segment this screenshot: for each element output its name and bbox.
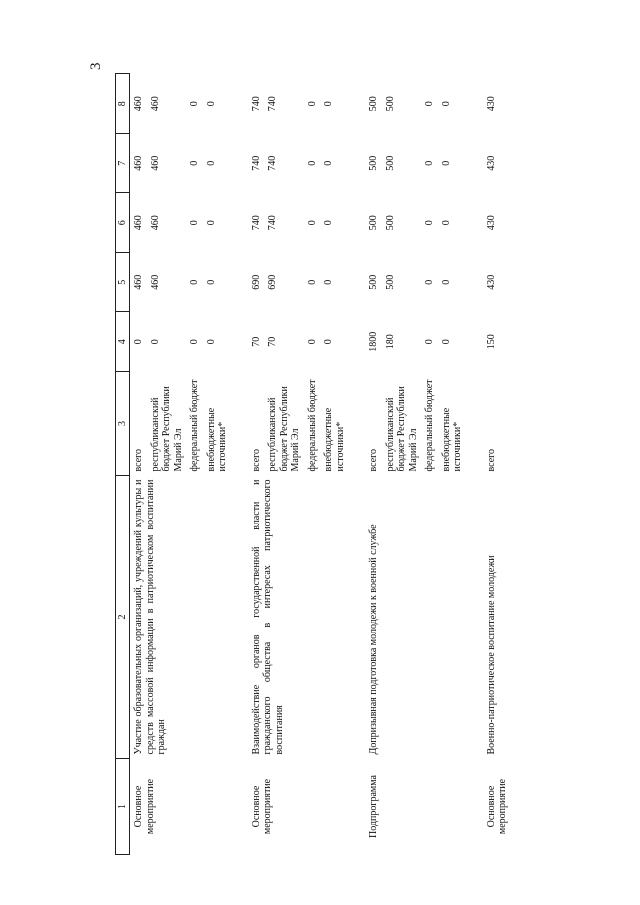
value-cell: 460 xyxy=(133,274,144,290)
value-cell: 0 xyxy=(424,339,435,345)
value-cell: 0 xyxy=(424,101,435,107)
table-row xyxy=(365,74,382,855)
value-cell: 690 xyxy=(250,274,262,290)
rotated-page-content xyxy=(115,75,600,855)
value-cell: 500 xyxy=(384,155,396,171)
row-spacer xyxy=(348,74,365,855)
header-cell: 5 xyxy=(116,253,130,313)
row-type: Основное мероприятие xyxy=(133,778,156,835)
source-label: федеральный бюджет xyxy=(306,379,318,472)
header-cell: 2 xyxy=(116,476,130,759)
value-cell: 460 xyxy=(133,155,144,171)
value-cell: 0 xyxy=(306,160,318,166)
value-cell: 0 xyxy=(189,339,200,345)
value-cell: 690 xyxy=(267,274,278,290)
source-label: всего xyxy=(368,448,379,472)
source-label: внебюджетные источники* xyxy=(205,407,228,472)
value-cell: 0 xyxy=(205,279,217,285)
value-cell: 0 xyxy=(189,220,200,226)
source-label: республиканский бюджет Республики Марий Эл xyxy=(267,386,301,472)
value-cell: 0 xyxy=(205,160,217,166)
value-cell: 0 xyxy=(189,101,200,107)
row-name: Военно-патриотическое воспитание молодежи xyxy=(485,555,497,755)
row-name: Допризывная подготовка молодежи к военной службе xyxy=(368,524,379,755)
value-cell: 460 xyxy=(149,215,161,231)
value-cell: 0 xyxy=(424,220,435,226)
value-cell: 0 xyxy=(133,339,144,345)
value-cell: 0 xyxy=(205,220,217,226)
source-label: федеральный бюджет xyxy=(189,379,200,472)
value-cell: 500 xyxy=(384,96,396,112)
value-cell: 460 xyxy=(133,215,144,231)
row-type: Подпрограмма xyxy=(368,775,379,838)
value-cell: 70 xyxy=(250,336,262,347)
table-row xyxy=(483,74,511,855)
value-cell: 500 xyxy=(384,215,396,231)
header-cell: 8 xyxy=(116,74,130,134)
header-cell: 6 xyxy=(116,193,130,253)
table-header-row xyxy=(116,74,130,855)
value-cell: 430 xyxy=(485,155,497,171)
value-cell: 460 xyxy=(133,96,144,112)
value-cell: 430 xyxy=(485,274,497,290)
value-cell: 0 xyxy=(323,220,334,226)
row-spacer xyxy=(466,74,483,855)
row-type: Основное мероприятие xyxy=(485,778,508,835)
value-cell: 1800 xyxy=(368,331,379,352)
value-cell: 150 xyxy=(485,334,497,350)
value-cell: 500 xyxy=(368,215,379,231)
value-cell: 740 xyxy=(267,96,278,112)
header-cell: 1 xyxy=(116,759,130,855)
value-cell: 0 xyxy=(323,160,334,166)
source-label: федеральный бюджет xyxy=(424,379,435,472)
value-cell: 0 xyxy=(306,220,318,226)
source-label: республиканский бюджет Республики Марий Эл xyxy=(384,386,419,472)
source-label: всего xyxy=(133,448,144,472)
value-cell: 180 xyxy=(384,334,396,350)
header-cell: 3 xyxy=(116,372,130,476)
table-header xyxy=(116,74,130,855)
value-cell: 0 xyxy=(440,160,452,166)
value-cell: 0 xyxy=(323,339,334,345)
value-cell: 0 xyxy=(323,279,334,285)
value-cell: 500 xyxy=(368,155,379,171)
value-cell: 460 xyxy=(149,96,161,112)
value-cell: 70 xyxy=(267,336,278,347)
value-cell: 460 xyxy=(149,274,161,290)
row-name: Взаимодействие органов государственной власти и гражданского общества в интересах патриотического воспитания xyxy=(250,479,285,755)
value-cell: 430 xyxy=(485,96,497,112)
value-cell: 0 xyxy=(424,160,435,166)
table-row xyxy=(248,74,265,855)
page-number: 3 xyxy=(88,62,104,70)
value-cell: 0 xyxy=(149,339,161,345)
value-cell: 740 xyxy=(250,96,262,112)
value-cell: 0 xyxy=(323,101,334,107)
value-cell: 0 xyxy=(306,101,318,107)
table-row xyxy=(130,74,147,855)
value-cell: 0 xyxy=(440,339,452,345)
value-cell: 0 xyxy=(189,279,200,285)
header-cell: 4 xyxy=(116,312,130,372)
value-cell: 740 xyxy=(267,155,278,171)
value-cell: 740 xyxy=(250,215,262,231)
value-cell: 0 xyxy=(306,339,318,345)
value-cell: 500 xyxy=(384,274,396,290)
row-type: Основное мероприятие xyxy=(250,778,273,835)
row-name: Участие образовательных организаций, учреждений культуры и средств массовой информации в патриотическом воспитании граждан xyxy=(133,479,167,755)
value-cell: 0 xyxy=(306,279,318,285)
program-funding-table xyxy=(115,74,511,856)
value-cell: 0 xyxy=(205,101,217,107)
source-label: республиканский бюджет Республики Марий Эл xyxy=(149,386,184,472)
source-label: внебюджетные источники* xyxy=(323,407,346,472)
value-cell: 740 xyxy=(267,215,278,231)
value-cell: 0 xyxy=(205,339,217,345)
value-cell: 0 xyxy=(440,279,452,285)
value-cell: 430 xyxy=(485,215,497,231)
value-cell: 740 xyxy=(250,155,262,171)
source-label: всего xyxy=(250,448,262,472)
source-label: внебюджетные источники* xyxy=(440,407,463,472)
value-cell: 0 xyxy=(440,220,452,226)
value-cell: 0 xyxy=(424,279,435,285)
header-cell: 7 xyxy=(116,134,130,194)
value-cell: 460 xyxy=(149,155,161,171)
value-cell: 500 xyxy=(368,96,379,112)
value-cell: 0 xyxy=(440,101,452,107)
source-label: всего xyxy=(485,448,497,472)
value-cell: 500 xyxy=(368,274,379,290)
value-cell: 0 xyxy=(189,160,200,166)
row-spacer xyxy=(231,74,248,855)
